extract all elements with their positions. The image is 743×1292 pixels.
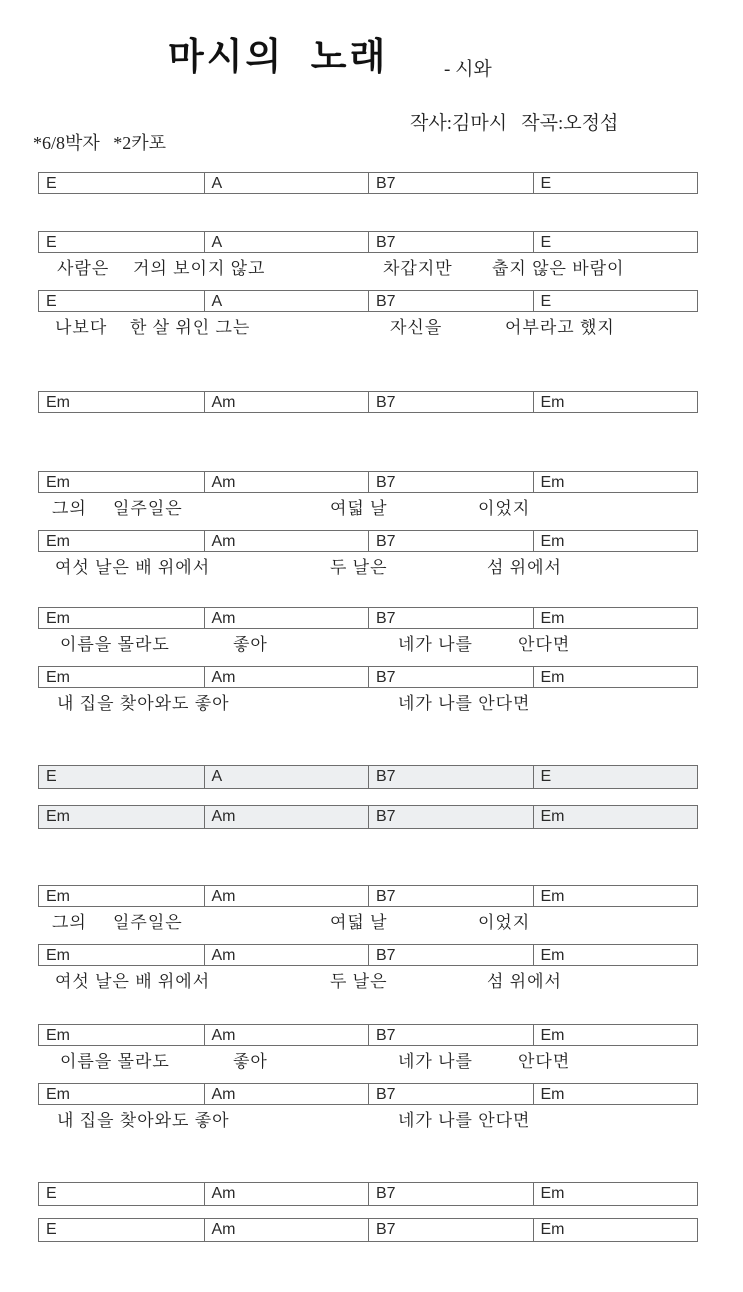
lyric-segment: 한 살 위인 그는 — [130, 318, 251, 337]
lyric-segment: 여섯 날은 배 위에서 — [55, 972, 211, 991]
chord-cell: E — [46, 234, 57, 251]
time-signature-capo: *6/8박자 *2카포 — [33, 133, 167, 153]
chord-cell: Am — [204, 806, 369, 828]
chord-cell: B7 — [368, 531, 533, 551]
chord-cell: B7 — [368, 806, 533, 828]
chord-cell: Am — [204, 667, 369, 687]
chord-cell: Em — [46, 947, 70, 964]
lyric-line — [0, 258, 743, 282]
chord-cell: E — [533, 291, 698, 311]
chord-cell: Em — [46, 610, 70, 627]
lyric-segment: 좋아 — [233, 1052, 268, 1071]
lyric-segment: 나보다 — [55, 318, 108, 337]
chord-cell: Am — [204, 1183, 369, 1205]
chord-cell: B7 — [368, 173, 533, 193]
lyric-segment: 이름을 몰라도 — [60, 635, 170, 654]
lyric-segment: 여덟 날 — [330, 499, 388, 518]
chord-cell: E — [46, 768, 57, 785]
chord-cell: B7 — [368, 291, 533, 311]
lyric-line — [0, 317, 743, 341]
chord-cell: A — [204, 232, 369, 252]
chord-cell: B7 — [368, 945, 533, 965]
chord-cell: B7 — [368, 1025, 533, 1045]
lyric-segment: 거의 보이지 않고 — [133, 259, 266, 278]
lyric-segment: 네가 나를 안다면 — [398, 694, 531, 713]
lyric-segment: 이었지 — [478, 499, 531, 518]
lyric-line — [0, 912, 743, 936]
chord-cell: E — [46, 293, 57, 310]
chord-cell: B7 — [368, 766, 533, 788]
chord-cell: Am — [204, 608, 369, 628]
lyric-segment: 네가 나를 안다면 — [398, 1111, 531, 1130]
chord-row — [38, 805, 698, 829]
chord-cell: B7 — [368, 1084, 533, 1104]
chord-cell: Am — [204, 531, 369, 551]
lyric-segment: 네가 나를 — [398, 1052, 473, 1071]
chord-cell: Em — [533, 667, 698, 687]
chord-row — [38, 1218, 698, 1242]
lyric-segment: 내 집을 찾아와도 좋아 — [57, 694, 230, 713]
lyric-segment: 이름을 몰라도 — [60, 1052, 170, 1071]
chord-cell: B7 — [368, 667, 533, 687]
chord-cell: Am — [204, 886, 369, 906]
chord-cell: E — [533, 766, 698, 788]
chord-cell: Am — [204, 472, 369, 492]
lyric-segment: 여섯 날은 배 위에서 — [55, 558, 211, 577]
chord-cell: Am — [204, 945, 369, 965]
lyric-segment: 자신을 — [390, 318, 443, 337]
lyric-segment: 안다면 — [518, 635, 571, 654]
chord-cell: B7 — [368, 886, 533, 906]
chord-cell: Am — [204, 1025, 369, 1045]
chord-cell: B7 — [368, 392, 533, 412]
chord-row — [38, 290, 698, 312]
lyric-segment: 네가 나를 — [398, 635, 473, 654]
chord-cell: E — [46, 1221, 57, 1238]
chord-cell: Em — [533, 1025, 698, 1045]
chord-cell: Em — [46, 394, 70, 411]
lyric-segment: 두 날은 — [330, 972, 388, 991]
lyric-segment: 섬 위에서 — [487, 558, 562, 577]
chord-cell: Em — [46, 808, 70, 825]
chord-row — [38, 471, 698, 493]
chord-row — [38, 607, 698, 629]
lyric-segment: 안다면 — [518, 1052, 571, 1071]
chord-cell: Em — [533, 1183, 698, 1205]
chord-row — [38, 172, 698, 194]
writer-credits: 작사:김마시 작곡:오정섭 — [410, 113, 619, 134]
chord-cell: B7 — [368, 1183, 533, 1205]
chord-cell: Em — [533, 886, 698, 906]
chord-row — [38, 666, 698, 688]
chord-row — [38, 1083, 698, 1105]
chord-cell: Em — [46, 669, 70, 686]
chord-row — [38, 765, 698, 789]
chord-cell: Em — [533, 1084, 698, 1104]
chord-cell: E — [46, 175, 57, 192]
chord-cell: B7 — [368, 472, 533, 492]
lyric-segment: 일주일은 — [113, 499, 183, 518]
chord-cell: Em — [533, 806, 698, 828]
chord-cell: E — [46, 1185, 57, 1202]
chord-row — [38, 391, 698, 413]
chord-cell: A — [204, 173, 369, 193]
chord-cell: E — [533, 232, 698, 252]
lyric-line — [0, 634, 743, 658]
lyric-segment: 섬 위에서 — [487, 972, 562, 991]
lyric-line — [0, 1110, 743, 1134]
lyric-segment: 어부라고 했지 — [505, 318, 615, 337]
lyric-line — [0, 498, 743, 522]
lyric-line — [0, 971, 743, 995]
chord-row — [38, 885, 698, 907]
chord-row — [38, 1024, 698, 1046]
chord-cell: Em — [46, 888, 70, 905]
lyric-segment: 여덟 날 — [330, 913, 388, 932]
chord-cell: Em — [46, 1027, 70, 1044]
lyric-segment: 차갑지만 — [383, 259, 453, 278]
chord-cell: Em — [533, 1219, 698, 1241]
chord-cell: Em — [533, 392, 698, 412]
lyric-segment: 일주일은 — [113, 913, 183, 932]
chord-cell: B7 — [368, 232, 533, 252]
lyric-segment: 사람은 — [57, 259, 110, 278]
lyric-line — [0, 1051, 743, 1075]
chord-cell: Am — [204, 392, 369, 412]
chord-cell: A — [204, 291, 369, 311]
chord-row — [38, 1182, 698, 1206]
chord-cell: Am — [204, 1084, 369, 1104]
lyric-line — [0, 557, 743, 581]
artist-name: - 시와 — [444, 59, 492, 80]
chord-cell: Em — [46, 1086, 70, 1103]
lyric-segment: 좋아 — [233, 635, 268, 654]
chord-cell: B7 — [368, 608, 533, 628]
lyric-segment: 그의 — [52, 913, 87, 932]
chord-cell: A — [204, 766, 369, 788]
chord-cell: Em — [533, 472, 698, 492]
chord-cell: E — [533, 173, 698, 193]
chord-row — [38, 530, 698, 552]
chord-cell: B7 — [368, 1219, 533, 1241]
lyric-segment: 내 집을 찾아와도 좋아 — [57, 1111, 230, 1130]
lyric-segment: 두 날은 — [330, 558, 388, 577]
chord-cell: Am — [204, 1219, 369, 1241]
chord-row — [38, 944, 698, 966]
lyric-segment: 이었지 — [478, 913, 531, 932]
song-title: 마시의 노래 — [168, 36, 389, 77]
lyric-segment: 춥지 않은 바람이 — [492, 259, 625, 278]
chord-cell: Em — [46, 474, 70, 491]
chord-row — [38, 231, 698, 253]
lyric-line — [0, 693, 743, 717]
lyric-segment: 그의 — [52, 499, 87, 518]
chord-cell: Em — [533, 531, 698, 551]
chord-cell: Em — [533, 945, 698, 965]
chord-cell: Em — [533, 608, 698, 628]
chord-cell: Em — [46, 533, 70, 550]
